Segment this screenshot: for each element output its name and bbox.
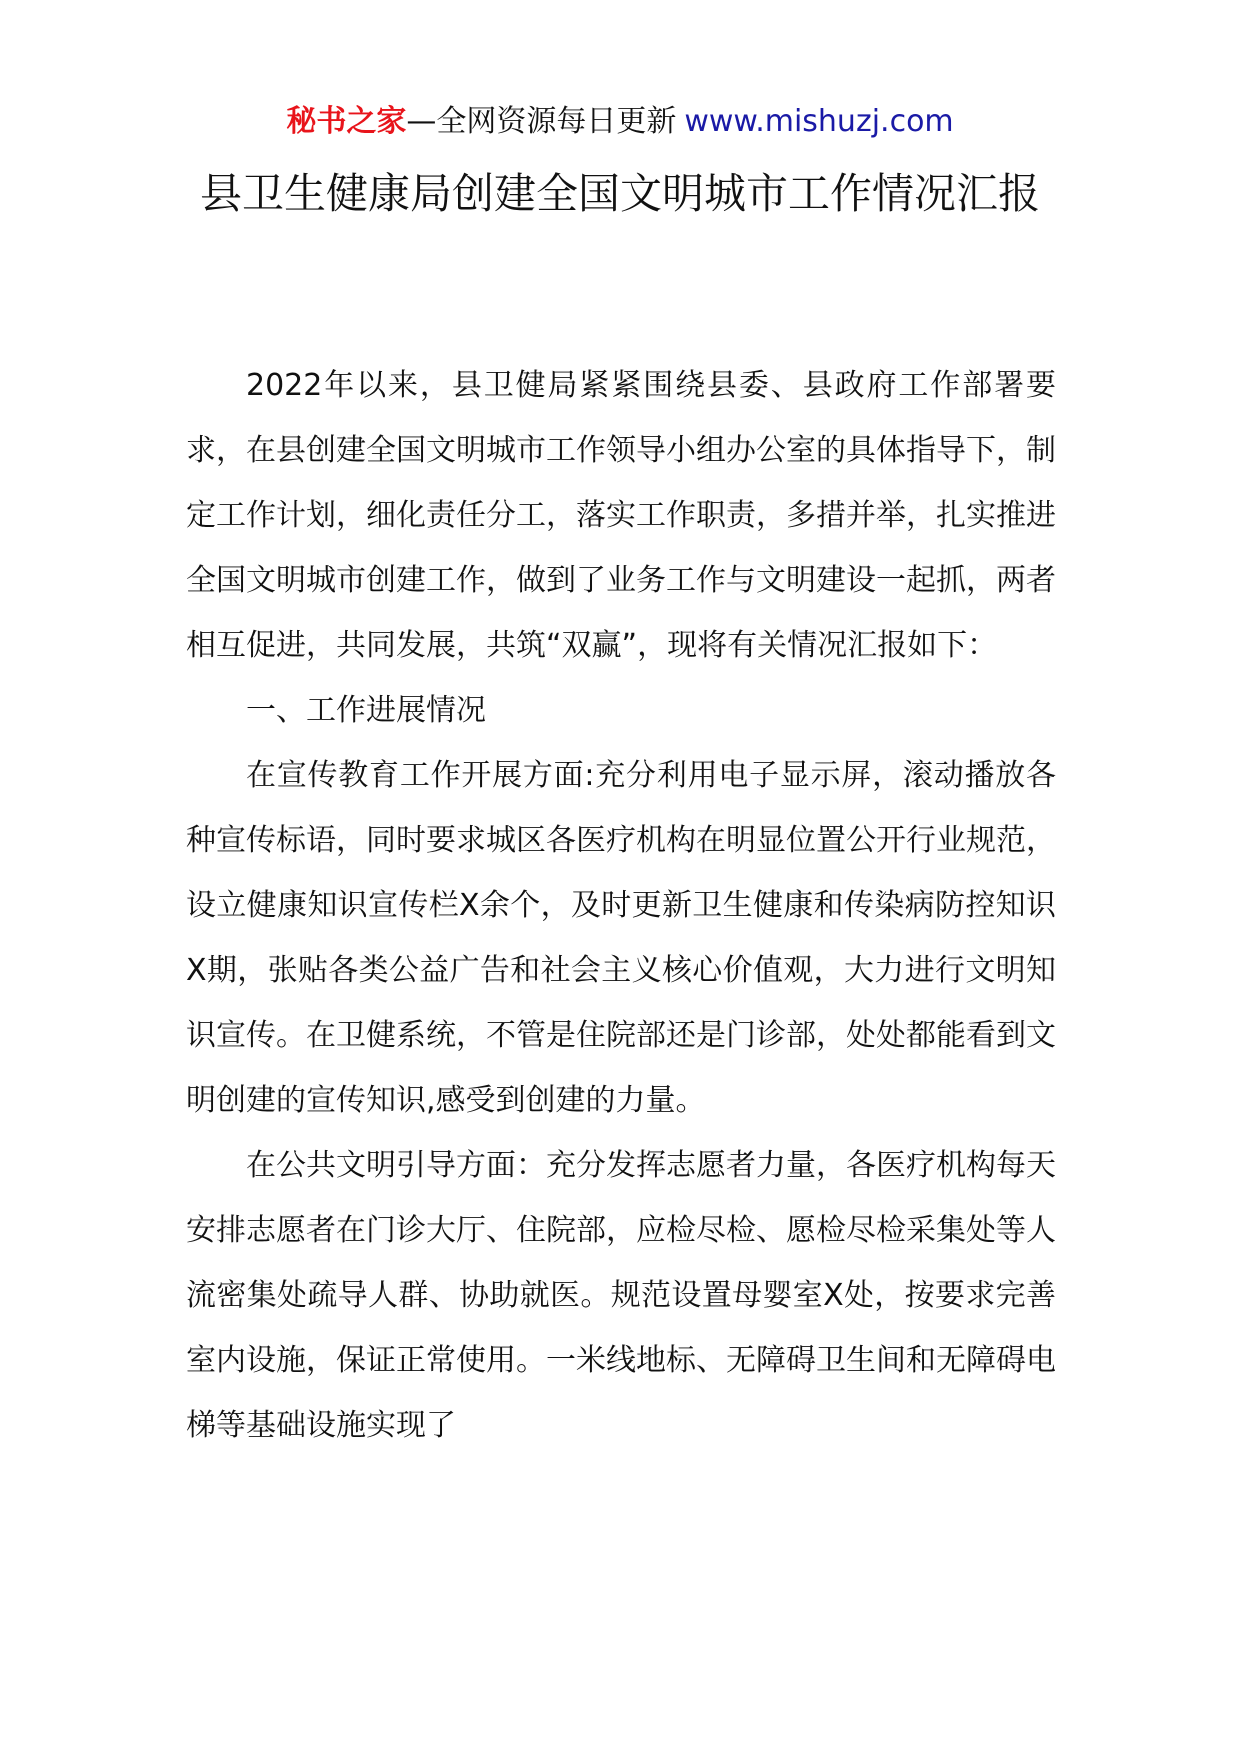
section-heading: 一、工作进展情况 [246, 693, 486, 728]
document-body [186, 353, 1056, 1458]
site-url-link[interactable]: www.mishuzj.com [684, 104, 954, 139]
site-tagline: —全网资源每日更新 [406, 104, 677, 139]
publicity-paragraph: 在宣传教育工作开展方面:充分利用电子显示屏，滚动播放各种宣传标语，同时要求城区各医疗机构在明显位置公开行业规范，设立健康知识宣传栏X余个，及时更新卫生健康和传染病防控知识X期，张贴各类公益广告和社会主义核心价值观，大力进行文明知识宣传。在卫健系统，不管是住院部还是门诊部，处处都能看到文明创建的宣传知识,感受到创建的力量。 [186, 758, 1056, 1118]
intro-paragraph: 2022年以来，县卫健局紧紧围绕县委、县政府工作部署要求，在县创建全国文明城市工作领导小组办公室的具体指导下，制定工作计划，细化责任分工，落实工作职责，多措并举，扎实推进全国文明城市创建工作，做到了业务工作与文明建设一起抓，两者相互促进，共同发展，共筑“双赢”，现将有关情况汇报如下： [186, 368, 1056, 663]
document-title: 县卫生健康局创建全国文明城市工作情况汇报 [199, 169, 1040, 218]
site-header [0, 100, 1240, 144]
civility-paragraph: 在公共文明引导方面：充分发挥志愿者力量，各医疗机构每天安排志愿者在门诊大厅、住院部，应检尽检、愿检尽检采集处等人流密集处疏导人群、协助就医。规范设置母婴室X处，按要求完善室内设施，保证正常使用。一米线地标、无障碍卫生间和无障碍电梯等基础设施实现了 [186, 1148, 1056, 1443]
brand-name: 秘书之家 [286, 104, 407, 139]
